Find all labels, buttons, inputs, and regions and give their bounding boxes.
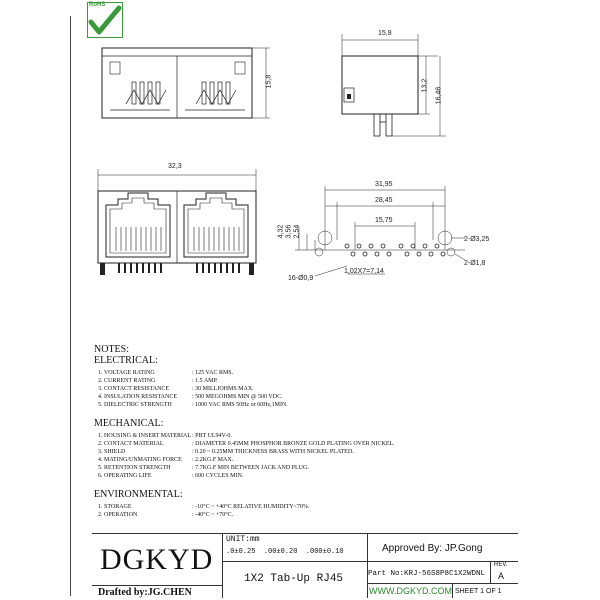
mechanical-list — [98, 432, 498, 480]
list-item: 4. MATING/UNMATING FORCE : 2.2KG.F MAX. — [98, 457, 234, 463]
dim-pcb-v2: 3,56 — [285, 224, 293, 239]
list-item: 3. CONTACT RESISTANCE : 30 MILLIOHMS MAX. — [98, 386, 254, 392]
dim-pcb-v3: 2,54 — [293, 224, 301, 239]
list-item: 2. CONTACT MATERIAL : DIAMETER 0.45MM PHOSPHOR BRONZE GOLD PLATING OVER NICKEL. — [98, 441, 395, 447]
dim-pitch: 1,02X7=7,14 — [344, 268, 384, 275]
environmental-heading: ENVIRONMENTAL: — [94, 489, 183, 500]
dim-side-width: 15,8 — [378, 30, 392, 37]
mechanical-heading: MECHANICAL: — [94, 418, 164, 429]
list-item: 2. CURRENT RATING : 1.5 AMP. — [98, 378, 218, 384]
dim-front-width: 32,3 — [168, 163, 182, 170]
list-item: 1. VOLTAGE RATING : 125 VAC RMS. — [98, 370, 234, 376]
notes-title: NOTES: — [94, 344, 129, 355]
dim-hole-large: 2-Ø3,25 — [464, 236, 490, 243]
dim-hole-small: 2-Ø1,8 — [464, 260, 486, 267]
dim-side-h1: 13,2 — [421, 78, 429, 93]
front-view-drawing — [92, 165, 272, 280]
dim-pin-holes: 16-Ø0,9 — [288, 275, 314, 282]
sheet-info: SHEET 1 OF 1 — [455, 588, 502, 595]
dim-side-h2: 16,46 — [435, 86, 443, 105]
dim-pcb-2845: 28,45 — [375, 197, 393, 204]
company-name: DGKYD — [100, 543, 214, 576]
part-number: Part No:KRJ-56S8P8C1X2WDNL — [368, 570, 486, 578]
list-item: 3. SHIELD : 0.20 ~ 0.25MM THICKNESS BRASS WITH NICKEL PLATED. — [98, 449, 354, 455]
drafted-by: Drafted by:JG.CHEN — [98, 587, 192, 598]
tolerances: .0±0.25 .00±0.20 .000±0.10 — [226, 548, 344, 556]
dim-top-height: 15,8 — [265, 74, 273, 89]
list-item: 1. STORAGE : -10°C ~ +40°C RELATIVE HUMIDITY<70%. — [98, 504, 310, 510]
electrical-list — [98, 369, 498, 409]
rohs-text: RoHS — [89, 2, 106, 8]
dim-pcb-total: 31,95 — [375, 181, 393, 188]
approved-by: Approved By: JP.Gong — [382, 543, 483, 554]
environmental-list — [98, 503, 498, 519]
list-item: 1. HOUSING & INSERT MATERIAL: PBT UL94V-0. — [98, 433, 232, 439]
list-item: 5. DIELECTRIC STRENGTH : 1000 VAC RMS 50Hz or 60Hz,1MIN. — [98, 402, 288, 408]
list-item: 5. RETENTION STRENGTH : 7.7KG.F MIN BETWEEN JACK AND PLUG. — [98, 465, 309, 471]
dim-pcb-v1: 4,32 — [277, 224, 285, 239]
dim-pcb-1575: 15,75 — [375, 217, 393, 224]
title-block — [92, 533, 518, 598]
list-item: 6. OPERATING LIFE : 600 CYCLES MIN. — [98, 473, 244, 479]
rev-value: A — [498, 571, 505, 581]
list-item: 2. OPERATION : -40°C ~ +70°C. — [98, 512, 234, 518]
rev-label: REV. — [494, 562, 508, 568]
list-item: 4. INSULATION RESISTANCE : 500 MEGOHMS MIN @ 500 VDC. — [98, 394, 283, 400]
side-view-drawing — [330, 30, 450, 145]
unit-label: UNIT:mm — [226, 535, 260, 544]
website: WWW.DGKYD.COM — [369, 586, 452, 596]
rohs-logo — [87, 2, 123, 38]
electrical-heading: ELECTRICAL: — [94, 355, 158, 366]
top-view-drawing — [90, 40, 290, 130]
product-name: 1X2 Tab-Up RJ45 — [244, 573, 344, 585]
